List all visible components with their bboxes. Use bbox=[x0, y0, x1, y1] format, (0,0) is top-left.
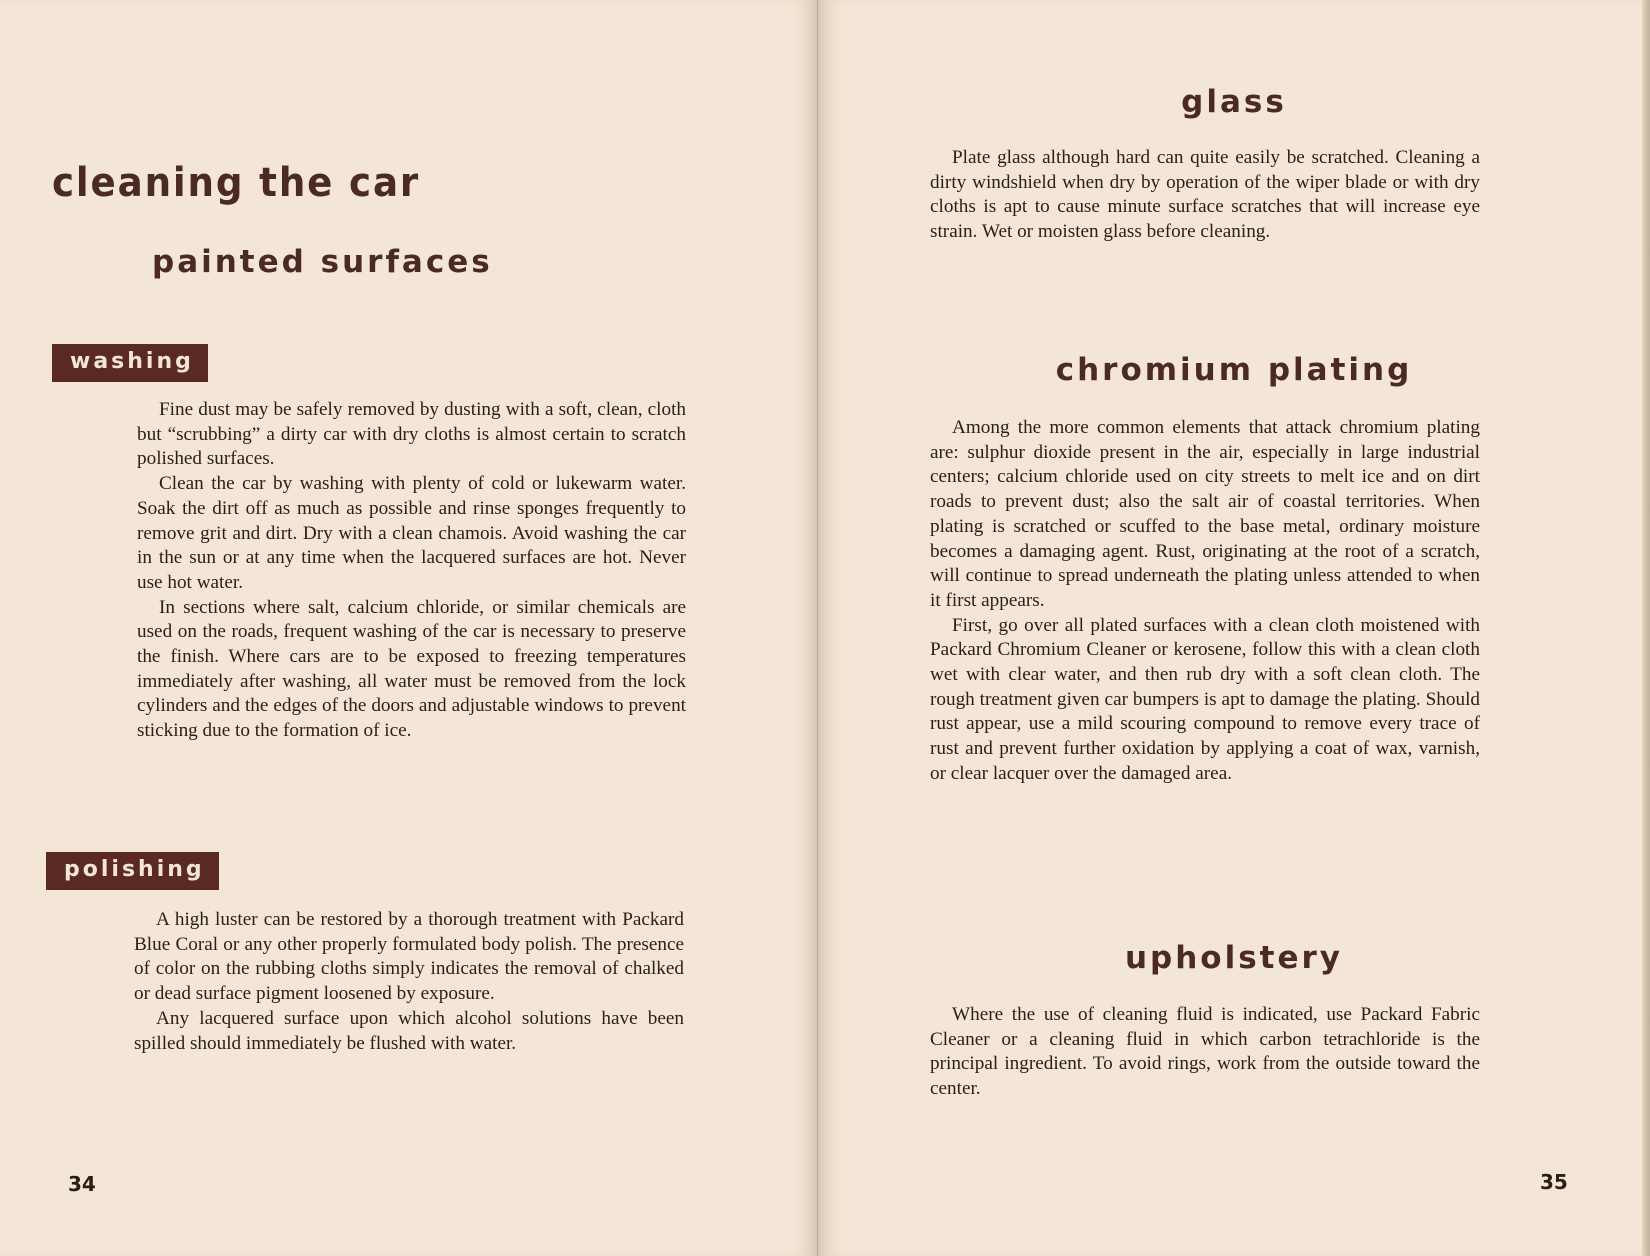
washing-text bbox=[137, 398, 686, 744]
chromium-text bbox=[930, 416, 1480, 787]
washing-paragraph-2: Clean the car by washing with plenty of cold or lukewarm water. Soak the dirt off as much as possible and rinse sponges frequently to remove grit and dirt. Dry with a clean chamois. Avoid washing the car in the sun or at any time when the lacquered surfaces are hot. Never use hot water. bbox=[137, 473, 686, 593]
glass-heading: glass bbox=[1181, 84, 1287, 120]
glass-paragraph-1: Plate glass although hard can quite easily be scratched. Cleaning a dirty windshield when dry by operation of the wiper blade or with dry cloths is apt to cause minute surface scratches that will increase eye strain. Wet or moisten glass before cleaning. bbox=[930, 147, 1480, 243]
upholstery-paragraph-1: Where the use of cleaning fluid is indicated, use Packard Fabric Cleaner or a cleaning fluid in which carbon tetrachloride is the principal ingredient. To avoid rings, work from the outside toward the center. bbox=[930, 1004, 1480, 1100]
polishing-text bbox=[134, 908, 684, 1056]
washing-paragraph-1: Fine dust may be safely removed by dusting with a soft, clean, cloth but “scrubbing” a dirty car with dry cloths is almost certain to scratch polished surfaces. bbox=[137, 399, 686, 470]
chromium-plating-heading: chromium plating bbox=[1055, 352, 1413, 388]
page-number-left: 34 bbox=[68, 1172, 96, 1196]
washing-paragraph-3: In sections where salt, calcium chloride, or similar chemicals are used on the roads, frequent washing of the car is necessary to preserve the finish. Where cars are to be exposed to freezing temperatures immediately after washing, all water must be removed from the lock cylinders and the edges of the doors and adjustable windows to prevent sticking due to the formation of ice. bbox=[137, 596, 686, 742]
upholstery-text bbox=[930, 1003, 1480, 1102]
washing-label: washing bbox=[52, 344, 208, 382]
polishing-paragraph-1: A high luster can be restored by a thorough treatment with Packard Blue Coral or any other properly formulated body polish. The presence of color on the rubbing cloths simply indicates the removal of chalked or dead surface pigment loosened by exposure. bbox=[134, 909, 684, 1005]
glass-text bbox=[930, 146, 1480, 245]
right-page bbox=[818, 0, 1650, 1256]
chromium-paragraph-2: First, go over all plated surfaces with a clean cloth moistened with Packard Chromium Cleaner or kerosene, follow this with a clean cloth wet with clear water, and then rub dry with a soft clean cloth. The rough treatment given car bumpers is apt to damage the plating. Should rust appear, use a mild scouring compound to remove every trace of rust and prevent further oxidation by applying a coat of wax, varnish, or clear lacquer over the damaged area. bbox=[930, 614, 1480, 784]
chromium-paragraph-1: Among the more common elements that attack chromium plating are: sulphur dioxide present in the air, especially in large industrial centers; calcium chloride used on city streets to melt ice and on dirt roads to prevent dust; also the salt air of coastal territories. When plating is scratched or scuffed to the base metal, ordinary moisture becomes a damaging agent. Rust, originating at the root of a scratch, will continue to spread underneath the plating unless attended to when it first appears. bbox=[930, 417, 1480, 611]
polishing-paragraph-2: Any lacquered surface upon which alcohol solutions have been spilled should immediately be flushed with water. bbox=[134, 1007, 684, 1054]
page-number-right: 35 bbox=[1540, 1170, 1568, 1194]
polishing-label: polishing bbox=[46, 852, 219, 890]
section-title-painted-surfaces: painted surfaces bbox=[152, 244, 493, 280]
left-page bbox=[0, 0, 818, 1256]
page-title: cleaning the car bbox=[52, 160, 421, 206]
upholstery-heading: upholstery bbox=[1124, 940, 1344, 976]
